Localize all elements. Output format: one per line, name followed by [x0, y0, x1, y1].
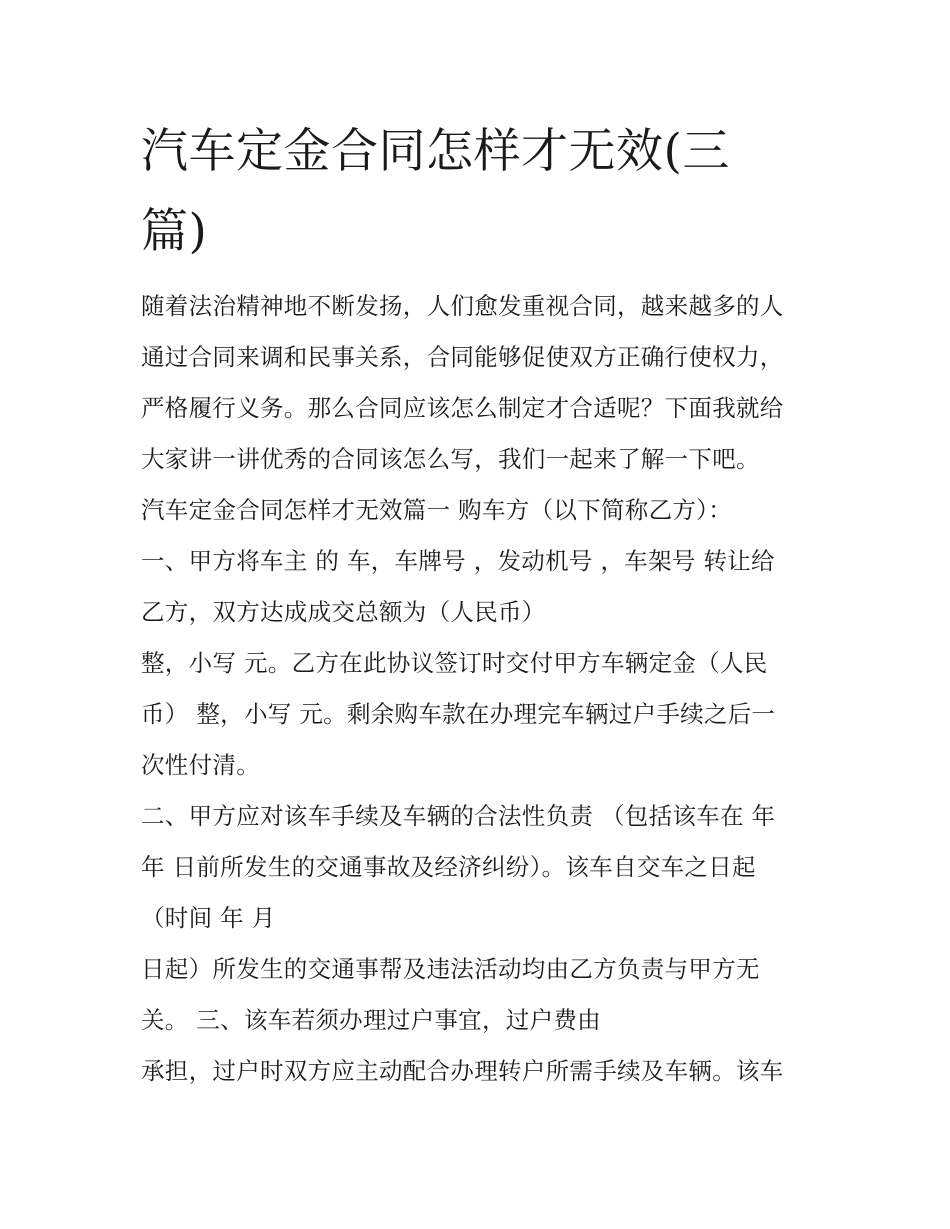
body-line: 一、甲方将车主 的 车，车牌号 ，发动机号 ，车架号 转让给 [141, 547, 775, 575]
body-line: 随着法治精神地不断发扬，人们愈发重视合同，越来越多的人 [141, 292, 784, 320]
body-line: 汽车定金合同怎样才无效篇一 购车方（以下简称乙方）： [141, 496, 733, 524]
body-line: 通过合同来调和民事关系，合同能够促使双方正确行使权力， [141, 343, 784, 371]
document-body [141, 281, 821, 1097]
body-line: （时间 年 月 [141, 904, 276, 932]
body-line: 关。 三、该车若须办理过户事宜，过户费由 [141, 1006, 601, 1034]
body-line: 严格履行义务。那么合同应该怎么制定才合适呢？下面我就给 [141, 394, 784, 422]
document-title: 汽车定金合同怎样才无效(三篇) [141, 124, 730, 259]
body-line: 整，小写 元。乙方在此协议签订时交付甲方车辆定金（人民 [141, 649, 768, 677]
body-line: 年 日前所发生的交通事故及经济纠纷）。该车自交车之日起 [141, 853, 756, 881]
body-line: 大家讲一讲优秀的合同该怎么写，我们一起来了解一下吧。 [141, 445, 760, 473]
body-line: 二、甲方应对该车手续及车辆的合法性负责 （包括该车在 年 [141, 802, 776, 830]
document-page [141, 112, 821, 1097]
body-line: 币） 整，小写 元。剩余购车款在办理完车辆过户手续之后一 [141, 700, 776, 728]
body-line: 乙方，双方达成成交总额为（人民币） [141, 598, 546, 626]
body-line: 次性付清。 [141, 751, 260, 779]
body-line: 日起）所发生的交通事帮及违法活动均由乙方负责与甲方无 [141, 955, 760, 983]
body-line: 承担，过户时双方应主动配合办理转户所需手续及车辆。该车 [141, 1057, 784, 1085]
